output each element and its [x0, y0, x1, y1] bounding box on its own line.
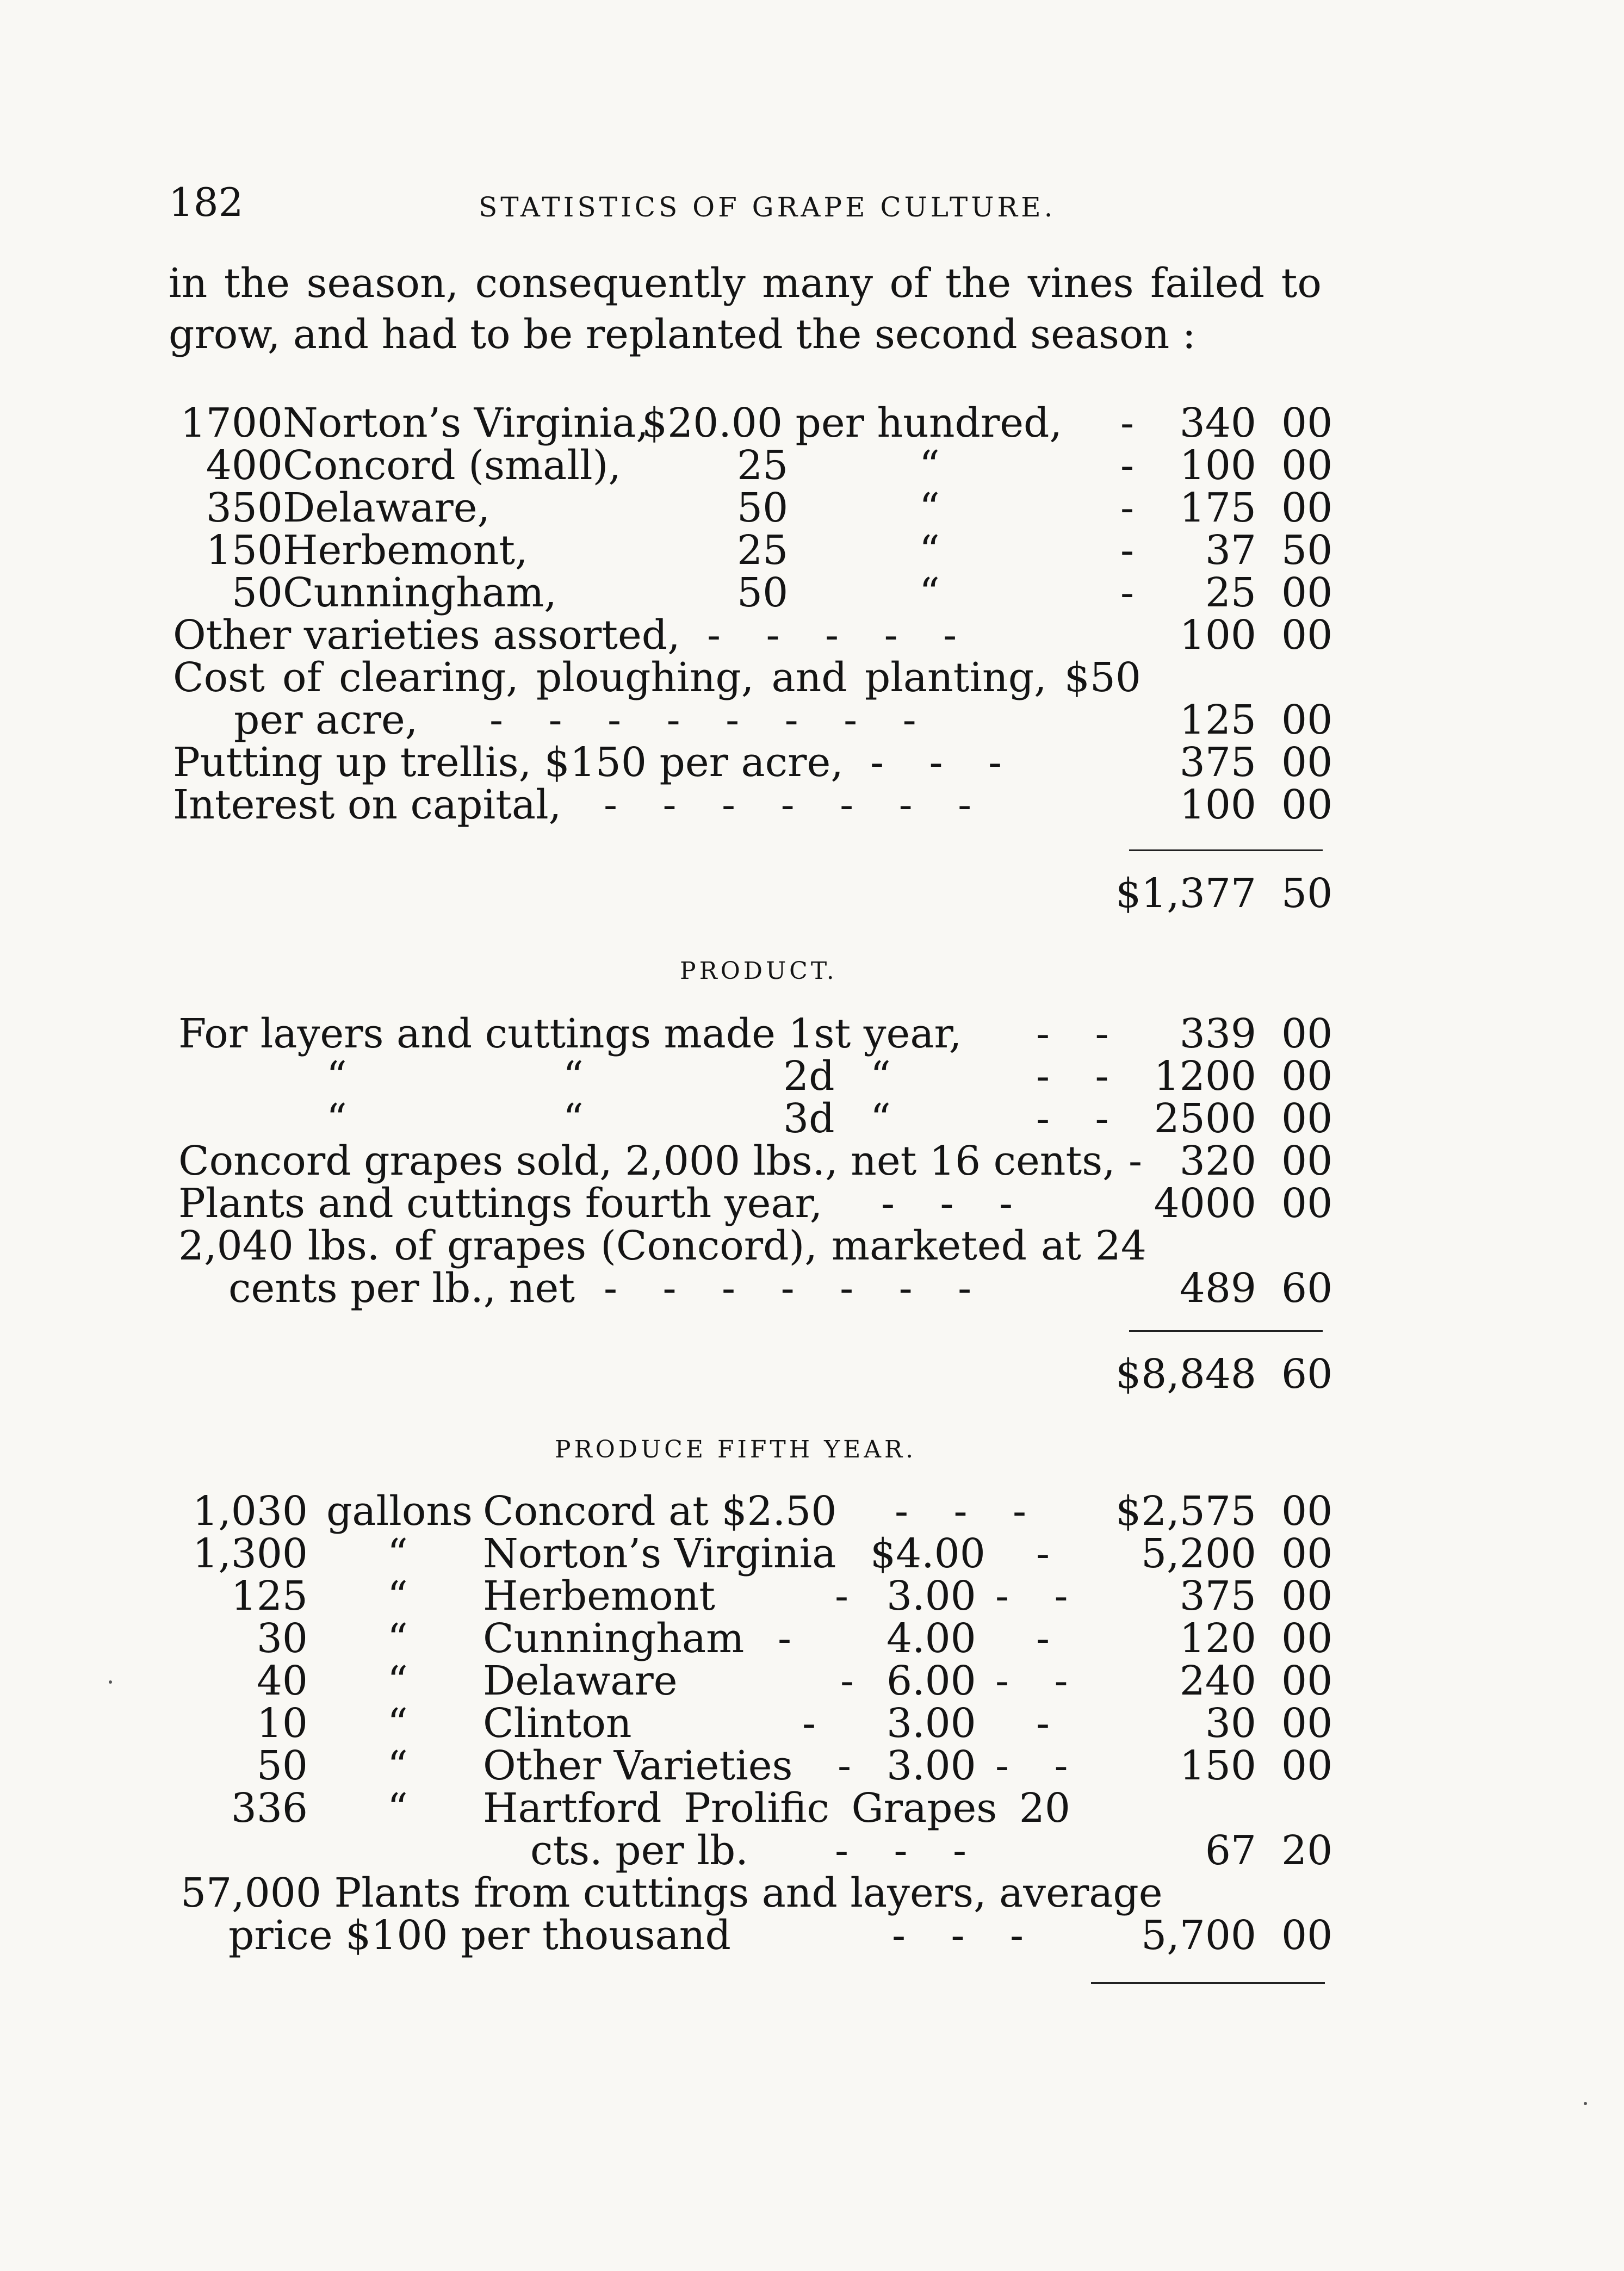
interest-label: Interest on capital, — [173, 781, 562, 828]
fifth-variety: Concord at $2.50 — [483, 1488, 837, 1535]
cost-cents: 00 — [1281, 697, 1333, 743]
fifth-dollars: 120 — [1179, 1615, 1256, 1662]
product-total-dollars: $8,848 — [1115, 1351, 1256, 1398]
fifth-variety: Clinton — [483, 1700, 632, 1747]
leader-dashes: - - - — [870, 739, 1002, 786]
cost-ditto: “ — [919, 485, 940, 531]
year-label: 2d — [783, 1053, 835, 1100]
cost-dollars: 175 — [1179, 485, 1256, 531]
cost-dash: - — [1120, 400, 1135, 446]
clearing-word: of — [282, 654, 321, 701]
leader-dashes: - — [835, 1573, 849, 1620]
cost-qty: 50 — [231, 569, 283, 616]
costs-total-cents: 50 — [1281, 870, 1333, 917]
fifth-qty: 336 — [231, 1785, 308, 1832]
cost-cents: 00 — [1281, 612, 1333, 659]
fifth-cents: 00 — [1281, 1658, 1333, 1704]
fifth-cents: 00 — [1281, 1912, 1333, 1959]
cost-variety: Norton’s Virginia, — [283, 400, 649, 446]
ditto-mark: “ — [326, 1095, 347, 1142]
leader-dashes: - — [778, 1615, 792, 1662]
cost-price: $20.00 per hundred, — [642, 400, 1062, 446]
leader-dashes: - - - - - — [707, 612, 957, 659]
fifth-price: 4.00 — [887, 1615, 976, 1662]
intro-word: many — [762, 260, 873, 307]
grapes-word: lbs. — [307, 1223, 380, 1269]
fifth-cents: 00 — [1281, 1488, 1333, 1535]
cost-dash: - — [1120, 527, 1135, 574]
leader-dashes: - - — [1036, 1095, 1109, 1142]
fifth-price: $4.00 — [870, 1530, 985, 1577]
hartford-line-2: cts. per lb. — [530, 1827, 748, 1874]
cost-variety: Delaware, — [283, 485, 491, 531]
cost-dollars: 25 — [1205, 569, 1256, 616]
grapes-word: of — [394, 1223, 433, 1269]
trellis-label: Putting up trellis, $150 per acre, — [173, 739, 844, 786]
leader-dashes: - - — [1036, 1010, 1109, 1057]
cost-dollars: 100 — [1179, 442, 1256, 489]
page-speck — [1584, 2102, 1587, 2105]
leader-dashes: - - - - - - - — [604, 781, 972, 828]
fifth-variety: Delaware — [483, 1658, 678, 1704]
hartford-line-1 — [483, 1785, 1070, 1832]
product-cents: 00 — [1281, 1010, 1333, 1057]
hartford-word: 20 — [1019, 1785, 1070, 1832]
cost-cents: 00 — [1281, 442, 1333, 489]
cost-cents: 00 — [1281, 569, 1333, 616]
product-dollars: 1200 — [1154, 1053, 1256, 1100]
plants-line-1: 57,000 Plants from cuttings and layers, average — [181, 1870, 1163, 1916]
product-dollars: 2500 — [1154, 1095, 1256, 1142]
product-dollars: 320 — [1179, 1138, 1256, 1184]
cost-ditto: “ — [919, 569, 940, 616]
fifth-cents: 00 — [1281, 1573, 1333, 1620]
fifth-price: 6.00 — [887, 1658, 976, 1704]
clearing-word: and — [771, 654, 847, 701]
cost-dollars: 125 — [1179, 697, 1256, 743]
costs-total-dollars: $1,377 — [1115, 870, 1256, 917]
intro-line-1 — [169, 260, 1322, 307]
intro-word: the — [945, 260, 1012, 307]
page-speck — [109, 1680, 112, 1684]
intro-word: consequently — [475, 260, 746, 307]
cost-cents: 00 — [1281, 400, 1333, 446]
page-number: 182 — [169, 179, 244, 225]
fifth-qty: 125 — [231, 1573, 308, 1620]
leader-dashes: - - - — [835, 1827, 967, 1874]
cost-qty: 400 — [206, 442, 283, 489]
clearing-word: $50 — [1064, 654, 1141, 701]
fifth-qty: 30 — [256, 1615, 308, 1662]
hartford-word: Hartford — [483, 1785, 662, 1832]
running-title: STATISTICS OF GRAPE CULTURE. — [479, 191, 1056, 223]
intro-word: the — [224, 260, 290, 307]
other-varieties-label: Other varieties assorted, — [173, 612, 680, 659]
leader-dashes: - — [1129, 1138, 1143, 1184]
leader-dashes: - — [1036, 1615, 1050, 1662]
sum-rule — [1129, 849, 1323, 851]
product-total-cents: 60 — [1281, 1351, 1333, 1398]
grapes-word: (Concord), — [600, 1223, 817, 1269]
cost-price: 25 — [737, 442, 789, 489]
intro-word: season, — [306, 260, 459, 307]
fifth-price: 3.00 — [887, 1700, 976, 1747]
fifth-unit: “ — [387, 1785, 408, 1832]
fifth-dollars: 375 — [1179, 1573, 1256, 1620]
cost-cents: 00 — [1281, 739, 1333, 786]
fifth-dollars: 67 — [1205, 1827, 1256, 1874]
cost-ditto: “ — [919, 527, 940, 574]
year-label: 3d — [783, 1095, 835, 1142]
cost-cents: 00 — [1281, 781, 1333, 828]
clearing-word: ploughing, — [536, 654, 754, 701]
cost-price: 50 — [737, 485, 789, 531]
intro-word: in — [169, 260, 208, 307]
intro-word: to — [1281, 260, 1322, 307]
clearing-word: planting, — [864, 654, 1047, 701]
cost-cents: 50 — [1281, 527, 1333, 574]
grapes-word: 2,040 — [178, 1223, 294, 1269]
cost-dollars: 37 — [1205, 527, 1256, 574]
leader-dashes: - — [1036, 1530, 1050, 1577]
fifth-cents: 00 — [1281, 1615, 1333, 1662]
hartford-word: Grapes — [851, 1785, 997, 1832]
concord-sold-label: Concord grapes sold, 2,000 lbs., net 16 cents, — [178, 1138, 1115, 1184]
fifth-unit: “ — [387, 1700, 408, 1747]
product-cents: 00 — [1281, 1053, 1333, 1100]
fifth-unit: “ — [387, 1742, 408, 1789]
product-cents: 00 — [1281, 1095, 1333, 1142]
fifth-unit: gallons — [326, 1488, 473, 1535]
leader-dashes: - — [802, 1700, 816, 1747]
leader-dashes: - - — [1036, 1053, 1109, 1100]
leader-dashes: - — [840, 1658, 854, 1704]
leader-dashes: - - — [995, 1658, 1068, 1704]
fifth-cents: 00 — [1281, 1700, 1333, 1747]
sum-rule — [1129, 1330, 1323, 1332]
ditto-mark: “ — [563, 1053, 584, 1100]
leader-dashes: - - - — [895, 1488, 1027, 1535]
cost-dollars: 100 — [1179, 781, 1256, 828]
clearing-word: Cost — [173, 654, 265, 701]
fifth-cents: 00 — [1281, 1742, 1333, 1789]
grapes-word: grapes — [447, 1223, 587, 1269]
leader-dashes: - - - - - - - — [604, 1265, 972, 1312]
intro-word: failed — [1150, 260, 1265, 307]
clearing-line-2: per acre, — [234, 697, 418, 743]
fifth-unit: “ — [387, 1615, 408, 1662]
product-dollars: 489 — [1179, 1265, 1256, 1312]
product-cents: 00 — [1281, 1138, 1333, 1184]
cost-dash: - — [1120, 485, 1135, 531]
fifth-cents: 00 — [1281, 1530, 1333, 1577]
leader-dashes: - - — [995, 1573, 1068, 1620]
fifth-dollars: 150 — [1179, 1742, 1256, 1789]
fifth-qty: 10 — [256, 1700, 308, 1747]
product-heading: PRODUCT. — [680, 957, 838, 985]
intro-word: vines — [1027, 260, 1134, 307]
fifth-dollars: 5,200 — [1141, 1530, 1256, 1577]
fifth-qty: 1,030 — [193, 1488, 308, 1535]
cost-qty: 350 — [206, 485, 283, 531]
clearing-line-1 — [173, 654, 1141, 701]
fifth-qty: 40 — [256, 1658, 308, 1704]
cost-dash: - — [1120, 442, 1135, 489]
product-cents: 00 — [1281, 1180, 1333, 1227]
sum-rule — [1091, 1982, 1325, 1984]
fifth-year-heading: PRODUCE FIFTH YEAR. — [555, 1436, 917, 1463]
cost-variety: Cunningham, — [283, 569, 557, 616]
product-dollars: 4000 — [1154, 1180, 1256, 1227]
cost-qty: 1700 — [180, 400, 283, 446]
cost-variety: Concord (small), — [283, 442, 621, 489]
cost-price: 25 — [737, 527, 789, 574]
fifth-variety: Other Varieties — [483, 1742, 793, 1789]
ditto-mark: “ — [870, 1053, 891, 1100]
cost-dash: - — [1120, 569, 1135, 616]
grapes-word: marketed — [831, 1223, 1027, 1269]
fifth-dollars: 5,700 — [1141, 1912, 1256, 1959]
plants-line-2: price $100 per thousand — [228, 1912, 731, 1959]
cost-price: 50 — [737, 569, 789, 616]
fifth-price: 3.00 — [887, 1742, 976, 1789]
fifth-unit: “ — [387, 1530, 408, 1577]
cost-dollars: 100 — [1179, 612, 1256, 659]
plants-fourth-label: Plants and cuttings fourth year, — [178, 1180, 823, 1227]
leader-dashes: - — [838, 1742, 852, 1789]
fifth-qty: 50 — [256, 1742, 308, 1789]
ditto-mark: “ — [326, 1053, 347, 1100]
fifth-cents: 20 — [1281, 1827, 1333, 1874]
hartford-word: Prolific — [684, 1785, 829, 1832]
product-cents: 60 — [1281, 1265, 1333, 1312]
leader-dashes: - - - - - - - - — [489, 697, 916, 743]
leader-dashes: - - - — [892, 1912, 1024, 1959]
grapes-word: 24 — [1095, 1223, 1146, 1269]
fifth-dollars: 240 — [1179, 1658, 1256, 1704]
clearing-word: clearing, — [339, 654, 519, 701]
intro-line-2: grow, and had to be replanted the second season : — [169, 311, 1196, 358]
leader-dashes: - — [1036, 1700, 1050, 1747]
ditto-mark: “ — [563, 1095, 584, 1142]
fifth-variety: Cunningham — [483, 1615, 745, 1662]
intro-word: of — [889, 260, 929, 307]
grapes-line-2: cents per lb., net — [228, 1265, 575, 1312]
fifth-dollars: $2,575 — [1115, 1488, 1256, 1535]
cost-cents: 00 — [1281, 485, 1333, 531]
leader-dashes: - - - — [881, 1180, 1013, 1227]
cost-dollars: 340 — [1179, 400, 1256, 446]
ditto-mark: “ — [870, 1095, 891, 1142]
fifth-qty: 1,300 — [193, 1530, 308, 1577]
cost-qty: 150 — [206, 527, 283, 574]
cost-variety: Herbemont, — [283, 527, 528, 574]
cost-dollars: 375 — [1179, 739, 1256, 786]
cost-ditto: “ — [919, 442, 940, 489]
layers-label: For layers and cuttings made 1st year, — [178, 1010, 962, 1057]
fifth-variety: Herbemont — [483, 1573, 715, 1620]
fifth-variety: Norton’s Virginia — [483, 1530, 836, 1577]
leader-dashes: - - — [995, 1742, 1068, 1789]
grapes-word: at — [1040, 1223, 1081, 1269]
fifth-dollars: 30 — [1205, 1700, 1256, 1747]
product-dollars: 339 — [1179, 1010, 1256, 1057]
fifth-unit: “ — [387, 1658, 408, 1704]
fifth-price: 3.00 — [887, 1573, 976, 1620]
fifth-unit: “ — [387, 1573, 408, 1620]
grapes-line-1 — [178, 1223, 1146, 1269]
